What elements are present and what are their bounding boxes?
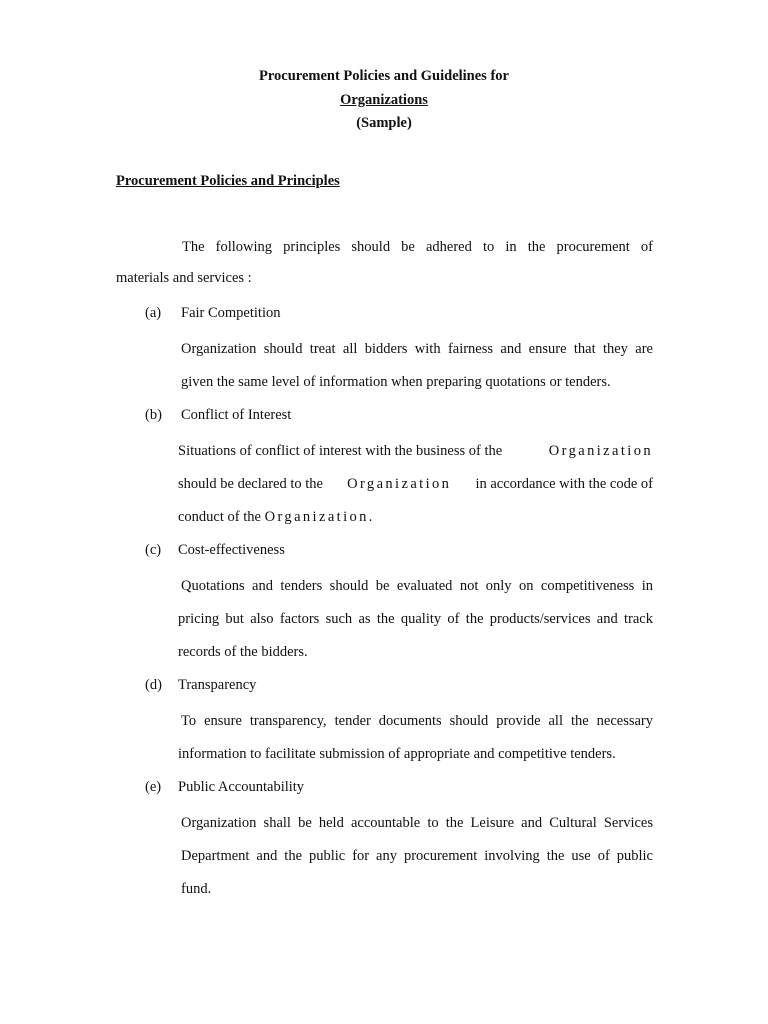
item-a-line-1: Organization should treat all bidders with fairness and ensure that they are (181, 341, 653, 357)
item-b-label: (b) (145, 407, 162, 423)
item-b-line-2-prefix: should be declared to the (178, 476, 323, 492)
item-b-line-2-organization: Organization (347, 476, 452, 492)
item-a-line-2: given the same level of information when preparing quotations or tenders. (181, 374, 611, 390)
item-c-line-1: Quotations and tenders should be evaluated not only on competitiveness in (181, 578, 653, 594)
item-b-line-3-prefix: conduct of the (178, 509, 261, 525)
section-heading: Procurement Policies and Principles (116, 173, 340, 189)
item-e-line-2: Department and the public for any procurement involving the use of public (181, 848, 653, 864)
item-b-line-1-prefix: Situations of conflict of interest with the business of the (178, 443, 503, 459)
item-d-line-2: information to facilitate submission of appropriate and competitive tenders. (178, 746, 616, 762)
item-b-line-2 (178, 476, 653, 493)
item-e-line-1: Organization shall be held accountable to the Leisure and Cultural Services (181, 815, 653, 831)
item-a-title: Fair Competition (181, 305, 281, 321)
item-c-line-3: records of the bidders. (178, 644, 308, 660)
item-b-title: Conflict of Interest (181, 407, 292, 423)
item-b-line-1 (178, 443, 653, 460)
document-title-line-2: Organizations (340, 92, 428, 108)
item-c-label: (c) (145, 542, 162, 558)
item-b-line-1-organization: Organization (548, 443, 653, 459)
item-a-label: (a) (145, 305, 162, 321)
item-e-label: (e) (145, 779, 162, 795)
item-d-label: (d) (145, 677, 162, 693)
item-b-line-3 (178, 509, 375, 526)
item-d-line-1: To ensure transparency, tender documents should provide all the necessary (181, 713, 653, 729)
intro-line-1: The following principles should be adhered to in the procurement of (182, 239, 653, 255)
item-b-line-2-suffix: in accordance with the code of (475, 476, 653, 492)
document-title-line-1: Procurement Policies and Guidelines for (259, 68, 509, 84)
document-title-line-3: (Sample) (356, 115, 412, 131)
item-c-title: Cost-effectiveness (178, 542, 285, 558)
item-e-title: Public Accountability (178, 779, 305, 795)
item-e-line-3: fund. (181, 881, 212, 897)
intro-line-2: materials and services : (116, 270, 252, 286)
item-b-line-3-organization: Organization. (264, 509, 375, 525)
item-c-line-2: pricing but also factors such as the quality of the products/services and track (178, 611, 653, 627)
item-d-title: Transparency (178, 677, 257, 693)
